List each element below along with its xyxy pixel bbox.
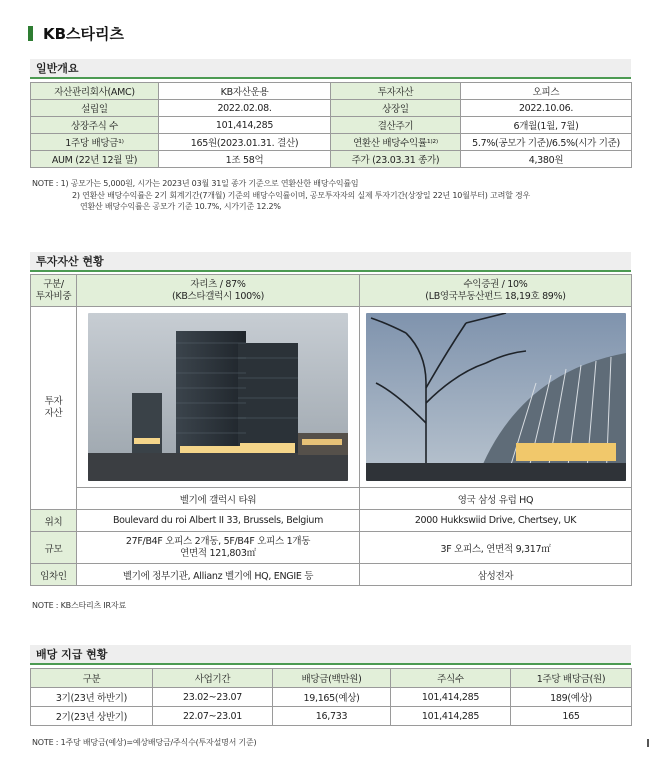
general-value: KB자산운용 (159, 83, 331, 100)
assets-photo-row (31, 307, 632, 488)
right-asset-heading (360, 275, 632, 307)
assets-note: NOTE : KB스타리츠 IR자료 (32, 601, 126, 610)
tenant-label: 임차인 (31, 564, 77, 586)
left-scale (77, 532, 360, 564)
dividend-section-heading: 배당 지급 현황 (30, 645, 631, 665)
location-label: 위치 (31, 510, 77, 532)
right-asset-heading-line: 수익증권 / 10% (463, 278, 528, 290)
general-value: 4,380원 (461, 151, 632, 168)
dividend-header-row (31, 669, 632, 688)
page-title-text: KB스타리츠 (43, 25, 125, 43)
page-edge-mark (647, 739, 649, 747)
general-label: AUM (22년 12월 말) (31, 151, 159, 168)
asset-name-row (31, 488, 632, 510)
dividend-header: 배당금(백만원) (273, 669, 391, 688)
asset-label-line: 자산 (44, 408, 63, 419)
title-marker (28, 26, 33, 41)
assets-table (30, 274, 632, 586)
right-scale: 3F 오피스, 연면적 9,317㎡ (360, 532, 632, 564)
dividend-cell: 165 (511, 707, 632, 726)
general-label: 투자자산 (331, 83, 461, 100)
general-value: 165원(2023.01.31. 결산) (159, 134, 331, 151)
left-tenant: 벨기에 정부기관, Allianz 벨기에 HQ, ENGIE 등 (77, 564, 360, 586)
assets-corner-label (31, 275, 77, 307)
general-row (31, 134, 632, 151)
dividend-row (31, 688, 632, 707)
general-table (30, 82, 632, 168)
general-value: 2022.10.06. (461, 100, 632, 117)
dividend-cell: 101,414,285 (391, 707, 511, 726)
dividend-cell: 22.07~23.01 (153, 707, 273, 726)
general-note-2: 2) 연환산 배당수익률은 2기 회계기간(7개월) 기준의 배당수익률이며, 공모투자자의 실제 투자기간(상장일 22년 10월부터) 고려할 경우 (72, 191, 531, 200)
general-label: 결산주기 (331, 117, 461, 134)
general-label: 연환산 배당수익률¹⁾²⁾ (331, 134, 461, 151)
galaxy-tower-photo (88, 313, 348, 481)
location-row (31, 510, 632, 532)
dividend-header: 주식수 (391, 669, 511, 688)
general-value: 2022.02.08. (159, 100, 331, 117)
general-label: 주가 (23.03.31 종가) (331, 151, 461, 168)
general-label: 상장일 (331, 100, 461, 117)
corner-line: 구분/ (43, 278, 64, 290)
general-value: 1조 58억 (159, 151, 331, 168)
general-row (31, 100, 632, 117)
assets-section-heading: 투자자산 현황 (30, 252, 631, 272)
left-asset-heading-line: (KB스타갤럭시 100%) (171, 290, 265, 302)
left-asset-heading-line: 자리츠 / 87% (190, 278, 246, 290)
right-tenant: 삼성전자 (360, 564, 632, 586)
general-value: 101,414,285 (159, 117, 331, 134)
asset-label-line: 투자 (44, 396, 63, 407)
general-row (31, 83, 632, 100)
general-value: 오피스 (461, 83, 632, 100)
dividend-cell: 101,414,285 (391, 688, 511, 707)
general-note-3: 연환산 배당수익률은 공모가 기준 10.7%, 시가기준 12.2% (80, 202, 281, 211)
dividend-table (30, 668, 632, 726)
dividend-note: NOTE : 1주당 배당금(예상)=예상배당금/주식수(투자설명서 기준) (32, 738, 257, 747)
right-location: 2000 Hukkswiid Drive, Chertsey, UK (360, 510, 632, 532)
right-asset-name: 영국 삼성 유럽 HQ (360, 488, 632, 510)
samsung-hq-photo (366, 313, 626, 481)
assets-header-row (31, 275, 632, 307)
asset-row-label (31, 307, 77, 510)
left-location: Boulevard du roi Albert II 33, Brussels, Belgium (77, 510, 360, 532)
left-scale-line: 연면적 121,803㎡ (180, 547, 256, 559)
left-asset-heading (77, 275, 360, 307)
page-title (28, 23, 124, 44)
general-row (31, 151, 632, 168)
dividend-cell: 2기(23년 상반기) (31, 707, 153, 726)
general-section-heading: 일반개요 (30, 59, 631, 79)
general-row (31, 117, 632, 134)
general-note-1: NOTE : 1) 공모가는 5,000원, 시가는 2023년 03월 31일 종가 기준으로 연환산한 배당수익률임 (32, 179, 359, 188)
tenant-row (31, 564, 632, 586)
left-scale-line: 27F/B4F 오피스 2개동, 5F/B4F 오피스 1개동 (125, 535, 311, 547)
general-value: 5.7%(공모가 기준)/6.5%(시가 기준) (461, 134, 632, 151)
dividend-header: 1주당 배당금(원) (511, 669, 632, 688)
dividend-cell: 16,733 (273, 707, 391, 726)
left-asset-name: 벨기에 갤럭시 타워 (77, 488, 360, 510)
corner-line: 투자비중 (35, 290, 72, 302)
general-label: 자산관리회사(AMC) (31, 83, 159, 100)
left-photo-cell (77, 307, 360, 488)
dividend-cell: 19,165(예상) (273, 688, 391, 707)
dividend-cell: 3기(23년 하반기) (31, 688, 153, 707)
scale-row (31, 532, 632, 564)
right-photo-cell (360, 307, 632, 488)
general-label: 상장주식 수 (31, 117, 159, 134)
dividend-header: 구분 (31, 669, 153, 688)
dividend-header: 사업기간 (153, 669, 273, 688)
dividend-cell: 23.02~23.07 (153, 688, 273, 707)
dividend-cell: 189(예상) (511, 688, 632, 707)
general-label: 설립일 (31, 100, 159, 117)
general-value: 6개월(1월, 7월) (461, 117, 632, 134)
right-asset-heading-line: (LB영국부동산펀드 18,19호 89%) (425, 290, 566, 302)
dividend-row (31, 707, 632, 726)
general-label: 1주당 배당금¹⁾ (31, 134, 159, 151)
scale-label: 규모 (31, 532, 77, 564)
